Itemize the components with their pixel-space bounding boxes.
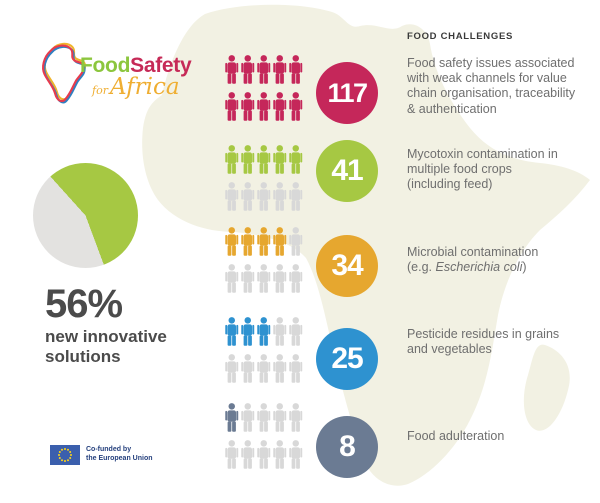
icon-grid-mycotoxin xyxy=(225,144,307,212)
person-icon xyxy=(225,439,239,470)
count-badge-41 xyxy=(316,140,378,202)
person-icon xyxy=(241,54,255,85)
person-icon xyxy=(225,402,239,433)
person-icon xyxy=(257,54,271,85)
person-icon xyxy=(257,181,271,212)
count-value: 8 xyxy=(339,430,355,463)
solutions-caption-block xyxy=(45,283,167,367)
person-icon xyxy=(241,263,255,294)
foodsafety-for-africa-logo xyxy=(36,42,191,112)
person-icon xyxy=(241,226,255,257)
person-icon xyxy=(241,144,255,175)
count-badge-34 xyxy=(316,235,378,297)
challenge-text-mycotoxin: Mycotoxin contamination in multiple food crops (including feed) xyxy=(407,147,558,192)
challenge-text-microbial: Microbial contamination (e.g. Escherichia coli) xyxy=(407,245,539,275)
logo-word-for: for xyxy=(92,84,108,97)
solutions-percent: 56% xyxy=(45,282,123,326)
person-icon xyxy=(241,316,255,347)
person-icon xyxy=(289,263,303,294)
person-icon xyxy=(241,439,255,470)
eu-cofunded-text xyxy=(86,446,153,463)
person-icon xyxy=(289,54,303,85)
icon-grid-microbial xyxy=(225,226,307,294)
eu-text-line1: Co-funded by xyxy=(86,446,132,454)
person-icon xyxy=(273,353,287,384)
person-icon xyxy=(289,226,303,257)
person-icon xyxy=(225,54,239,85)
person-icon xyxy=(225,181,239,212)
eu-flag-icon xyxy=(50,445,80,465)
person-icon xyxy=(225,226,239,257)
person-icon xyxy=(241,402,255,433)
person-icon xyxy=(289,316,303,347)
person-icon xyxy=(257,91,271,122)
challenge-text-food-safety-issues: Food safety issues associated with weak channels for value chain organisation, traceability & authentication xyxy=(407,56,576,116)
person-icon xyxy=(273,316,287,347)
person-icon xyxy=(273,91,287,122)
person-icon xyxy=(241,91,255,122)
person-icon xyxy=(257,263,271,294)
person-icon xyxy=(289,144,303,175)
person-icon xyxy=(289,353,303,384)
count-value: 41 xyxy=(331,154,363,187)
madagascar-silhouette xyxy=(524,345,570,431)
pie-chart-innovative-solutions xyxy=(33,163,138,268)
icon-grid-adulteration xyxy=(225,402,307,470)
person-icon xyxy=(225,91,239,122)
person-icon xyxy=(289,91,303,122)
person-icon xyxy=(257,402,271,433)
person-icon xyxy=(273,144,287,175)
solutions-caption-line1: new innovative xyxy=(45,327,167,346)
icon-grid-pesticide xyxy=(225,316,307,384)
food-challenges-header: FOOD CHALLENGES xyxy=(407,31,514,42)
person-icon xyxy=(273,439,287,470)
person-icon xyxy=(289,439,303,470)
person-icon xyxy=(257,226,271,257)
person-icon xyxy=(225,144,239,175)
logo-wordmark xyxy=(80,42,191,100)
person-icon xyxy=(257,439,271,470)
count-value: 25 xyxy=(331,342,363,375)
logo-word-food: Food xyxy=(80,54,131,77)
count-value: 117 xyxy=(327,77,367,108)
count-badge-117 xyxy=(316,62,378,124)
person-icon xyxy=(225,353,239,384)
person-icon xyxy=(241,181,255,212)
person-icon xyxy=(273,54,287,85)
challenge-text-adulteration: Food adulteration xyxy=(407,429,505,443)
logo-word-safety: Safety xyxy=(130,54,192,77)
person-icon xyxy=(273,181,287,212)
person-icon xyxy=(273,402,287,433)
person-icon xyxy=(273,263,287,294)
person-icon xyxy=(225,263,239,294)
eu-cofunded-logo xyxy=(50,445,153,465)
eu-text-line2: the European Union xyxy=(86,455,153,462)
count-badge-25 xyxy=(316,328,378,390)
person-icon xyxy=(257,353,271,384)
person-icon xyxy=(257,144,271,175)
challenge-text-pesticide: Pesticide residues in grains and vegetables xyxy=(407,327,560,357)
person-icon xyxy=(225,316,239,347)
logo-word-africa: Africa xyxy=(109,74,180,100)
person-icon xyxy=(241,353,255,384)
count-badge-8 xyxy=(316,416,378,478)
person-icon xyxy=(289,402,303,433)
solutions-caption-line2: solutions xyxy=(45,347,121,366)
person-icon xyxy=(257,316,271,347)
person-icon xyxy=(273,226,287,257)
person-icon xyxy=(289,181,303,212)
count-value: 34 xyxy=(331,249,363,282)
icon-grid-food-safety-issues xyxy=(225,54,307,122)
